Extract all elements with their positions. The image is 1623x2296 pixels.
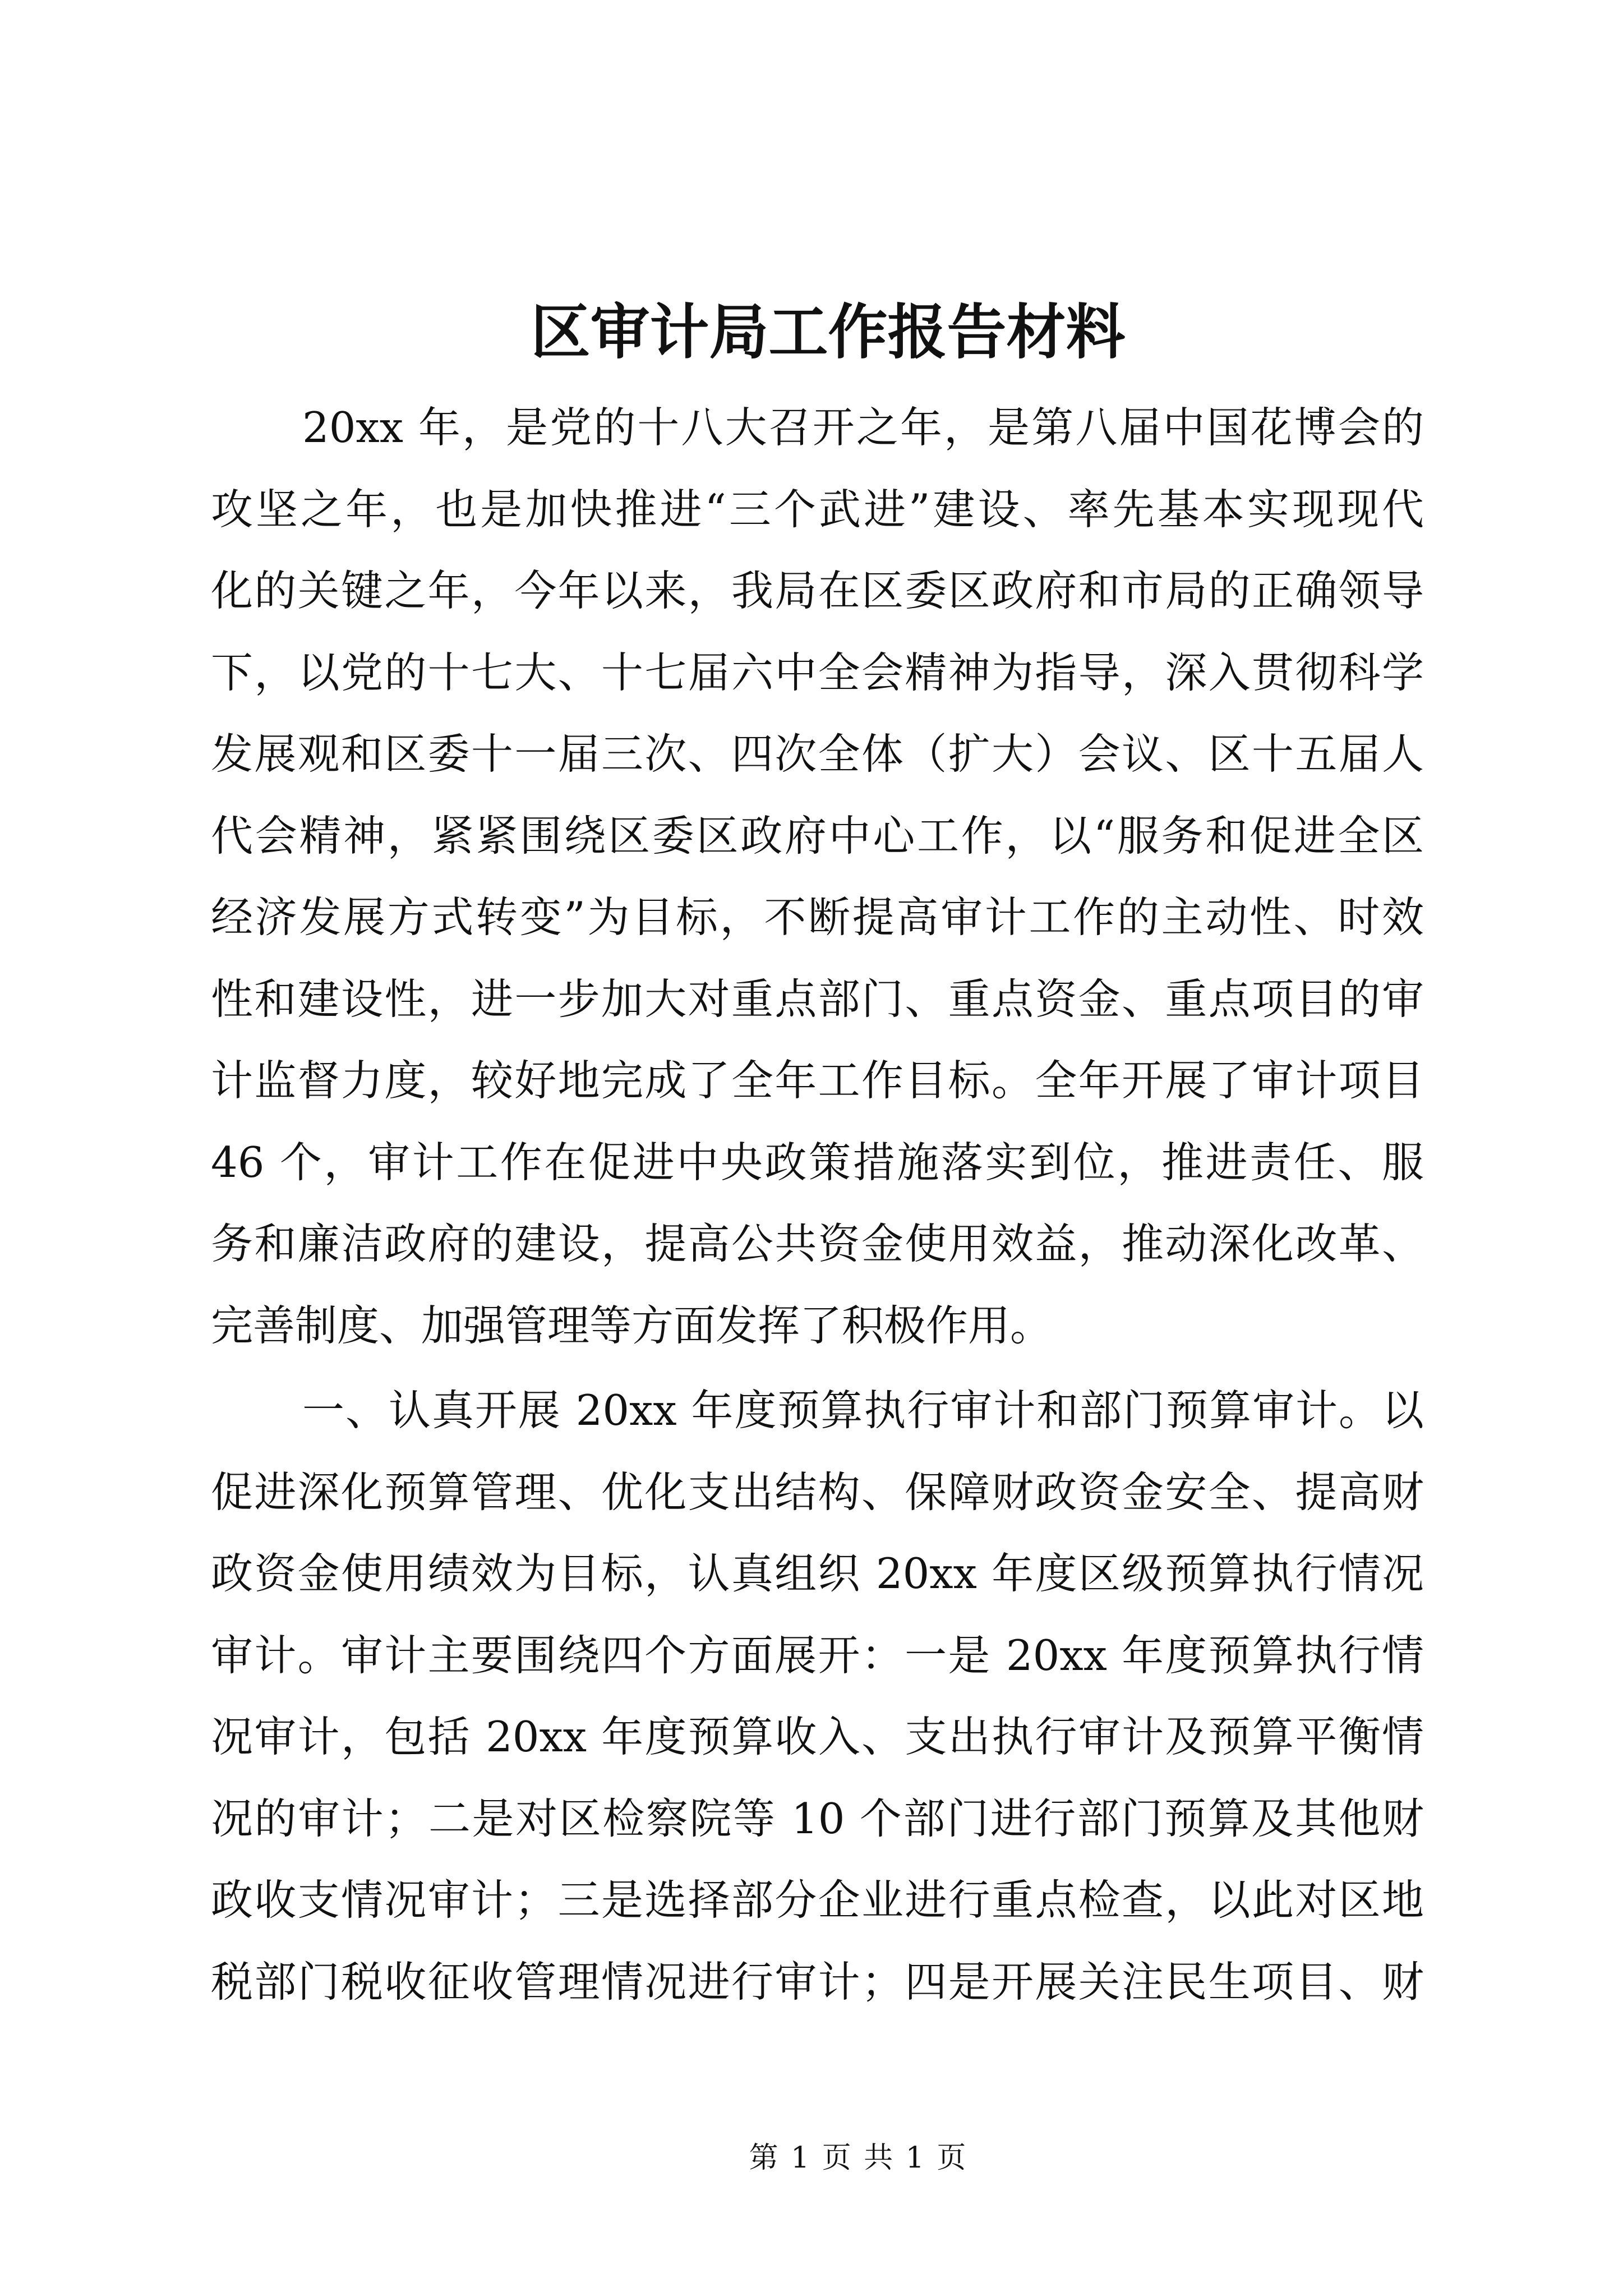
paragraph-line: 46 个，审计工作在促进中央政策措施落实到位，推进责任、服 [211, 1137, 1424, 1187]
paragraph-intro [211, 387, 1424, 1366]
paragraph-line: 促进深化预算管理、优化支出结构、保障财政资金安全、提高财 [211, 1467, 1424, 1517]
page-footer: 第 1 页 共 1 页 [749, 2141, 966, 2175]
paragraph-line: 发展观和区委十一届三次、四次全体（扩大）会议、区十五届人 [211, 729, 1424, 779]
paragraph-line: 税部门税收征收管理情况进行审计；四是开展关注民生项目、财 [211, 1957, 1424, 2007]
paragraph-line: 况的审计；二是对区检察院等 10 个部门进行部门预算及其他财 [211, 1793, 1424, 1843]
paragraph-section-1 [211, 1370, 1424, 2023]
paragraph-line: 计监督力度，较好地完成了全年工作目标。全年开展了审计项目 [211, 1056, 1424, 1105]
paragraph-line: 完善制度、加强管理等方面发挥了积极作用。 [211, 1300, 1053, 1350]
paragraph-line: 性和建设性，进一步加大对重点部门、重点资金、重点项目的审 [211, 974, 1424, 1024]
document-title: 区审计局工作报告材料 [531, 297, 1126, 367]
paragraph-line: 代会精神，紧紧围绕区委区政府中心工作，以“服务和促进全区 [211, 811, 1424, 861]
paragraph-line: 政资金使用绩效为目标，认真组织 20xx 年度区级预算执行情况 [211, 1549, 1424, 1598]
paragraph-line: 况审计，包括 20xx 年度预算收入、支出执行审计及预算平衡情 [211, 1712, 1424, 1761]
document-body [211, 387, 1424, 2023]
paragraph-line: 20xx 年，是党的十八大召开之年，是第八届中国花博会的 [302, 403, 1424, 452]
paragraph-line: 审计。审计主要围绕四个方面展开：一是 20xx 年度预算执行情 [211, 1630, 1424, 1680]
paragraph-line: 经济发展方式转变”为目标，不断提高审计工作的主动性、时效 [211, 892, 1424, 942]
paragraph-line: 化的关键之年，今年以来，我局在区委区政府和市局的正确领导 [211, 566, 1424, 615]
paragraph-line: 攻坚之年，也是加快推进“三个武进”建设、率先基本实现现代 [211, 484, 1424, 534]
paragraph-line: 务和廉洁政府的建设，提高公共资金使用效益，推动深化改革、 [211, 1219, 1424, 1268]
paragraph-line: 政收支情况审计；三是选择部分企业进行重点检查，以此对区地 [211, 1875, 1424, 1925]
paragraph-line: 一、认真开展 20xx 年度预算执行审计和部门预算审计。以 [302, 1386, 1424, 1435]
paragraph-line: 下，以党的十七大、十七届六中全会精神为指导，深入贯彻科学 [211, 647, 1424, 697]
